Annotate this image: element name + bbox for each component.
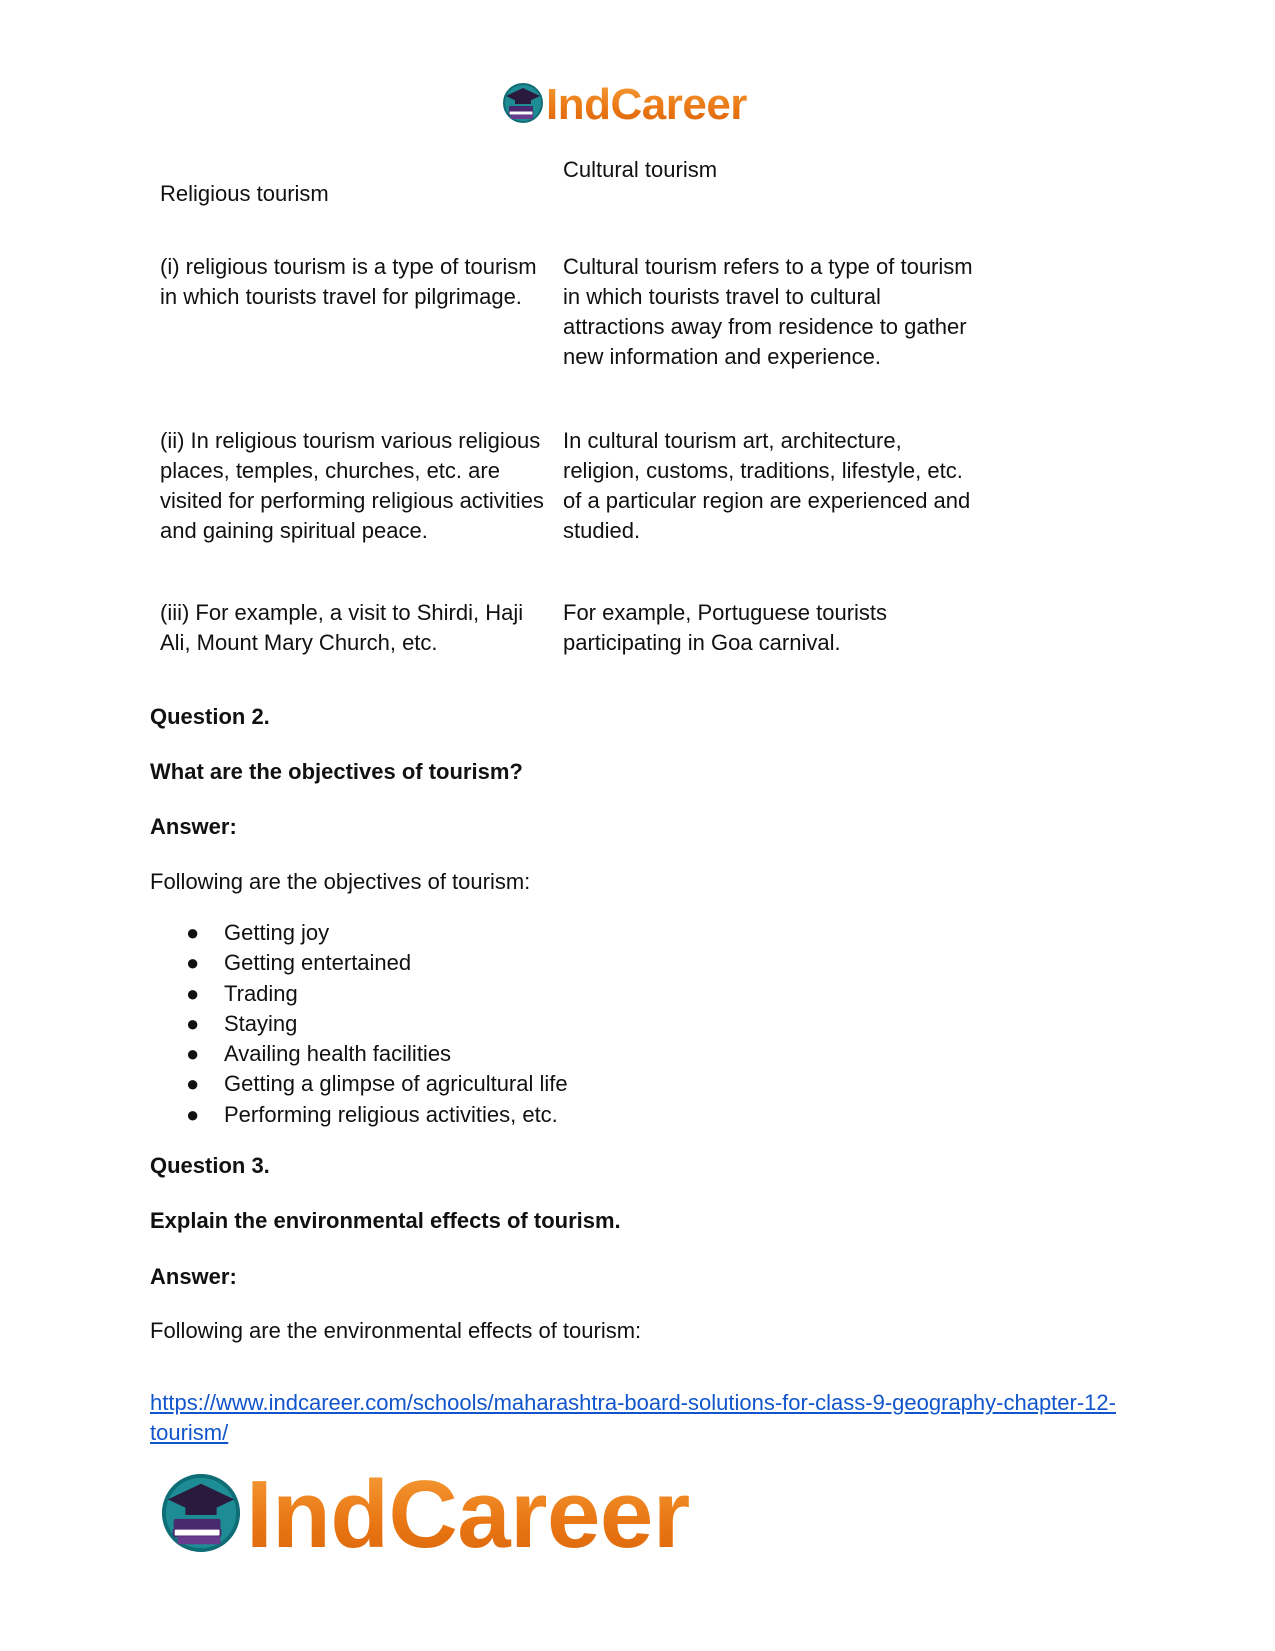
question-3-intro: Following are the environmental effects of tourism: [150,1318,642,1343]
question-2-intro: Following are the objectives of tourism: [150,869,531,894]
list-item-text: Trading [224,980,298,1006]
logo-bottom [160,1460,690,1570]
table-cell-religious-2: (ii) In religious tourism various religious places, temples, churches, etc. are visited for performing religious activities and gaining spiritual peace. [160,428,544,543]
list-item [150,1009,568,1039]
logo-wordmark: IndCareer [246,1461,690,1568]
bullet-icon: ● [186,950,200,976]
bullet-icon: ● [186,980,200,1006]
bullet-icon: ● [186,1010,200,1036]
list-item-text: Getting a glimpse of agricultural life [224,1071,568,1097]
table-header-cultural: Cultural tourism [563,157,718,182]
bullet-icon: ● [186,1101,200,1127]
bullet-icon: ● [186,1041,200,1067]
bullet-icon: ● [186,920,200,945]
logo-wordmark: IndCareer [546,80,747,129]
question-3-text: Explain the environmental effects of tourism. [150,1208,621,1233]
list-item [150,948,568,978]
bullet-icon: ● [186,1071,200,1097]
list-item-text: Getting joy [224,920,330,945]
question-3-label: Question 3. [150,1153,270,1178]
list-item-text: Staying [224,1010,298,1036]
objectives-list [150,918,568,1130]
list-item [150,918,568,948]
table-cell-cultural-2: In cultural tourism art, architecture, religion, customs, traditions, lifestyle, etc. of a particular region are experienced and studied. [563,428,971,543]
table-cell-religious-1: (i) religious tourism is a type of tourism in which tourists travel for pilgrimage. [160,254,537,309]
table-cell-religious-3: (iii) For example, a visit to Shirdi, Haji Ali, Mount Mary Church, etc. [160,600,524,655]
question-2-text: What are the objectives of tourism? [150,759,523,784]
table-cell-cultural-1: Cultural tourism refers to a type of tourism in which tourists travel to cultural attractions away from residence to gather new information and experience. [563,254,973,369]
graduation-cap-book-globe-icon [502,82,544,129]
list-item [150,979,568,1009]
list-item [150,1069,568,1099]
graduation-cap-book-globe-icon [160,1472,242,1559]
question-3-answer-label: Answer: [150,1264,237,1289]
table-cell-cultural-3: For example, Portuguese tourists participating in Goa carnival. [563,600,888,655]
list-item-text: Getting entertained [224,950,412,976]
list-item [150,1039,568,1069]
list-item-text: Performing religious activities, etc. [224,1101,558,1127]
question-2-answer-label: Answer: [150,814,237,839]
table-header-religious: Religious tourism [160,181,329,206]
source-link[interactable]: https://www.indcareer.com/schools/maharashtra-board-solutions-for-class-9-geography-chapter-12-tourism/ [150,1390,1116,1445]
logo-top [502,80,747,130]
question-2-label: Question 2. [150,704,270,729]
list-item [150,1100,568,1130]
list-item-text: Availing health facilities [224,1041,452,1067]
